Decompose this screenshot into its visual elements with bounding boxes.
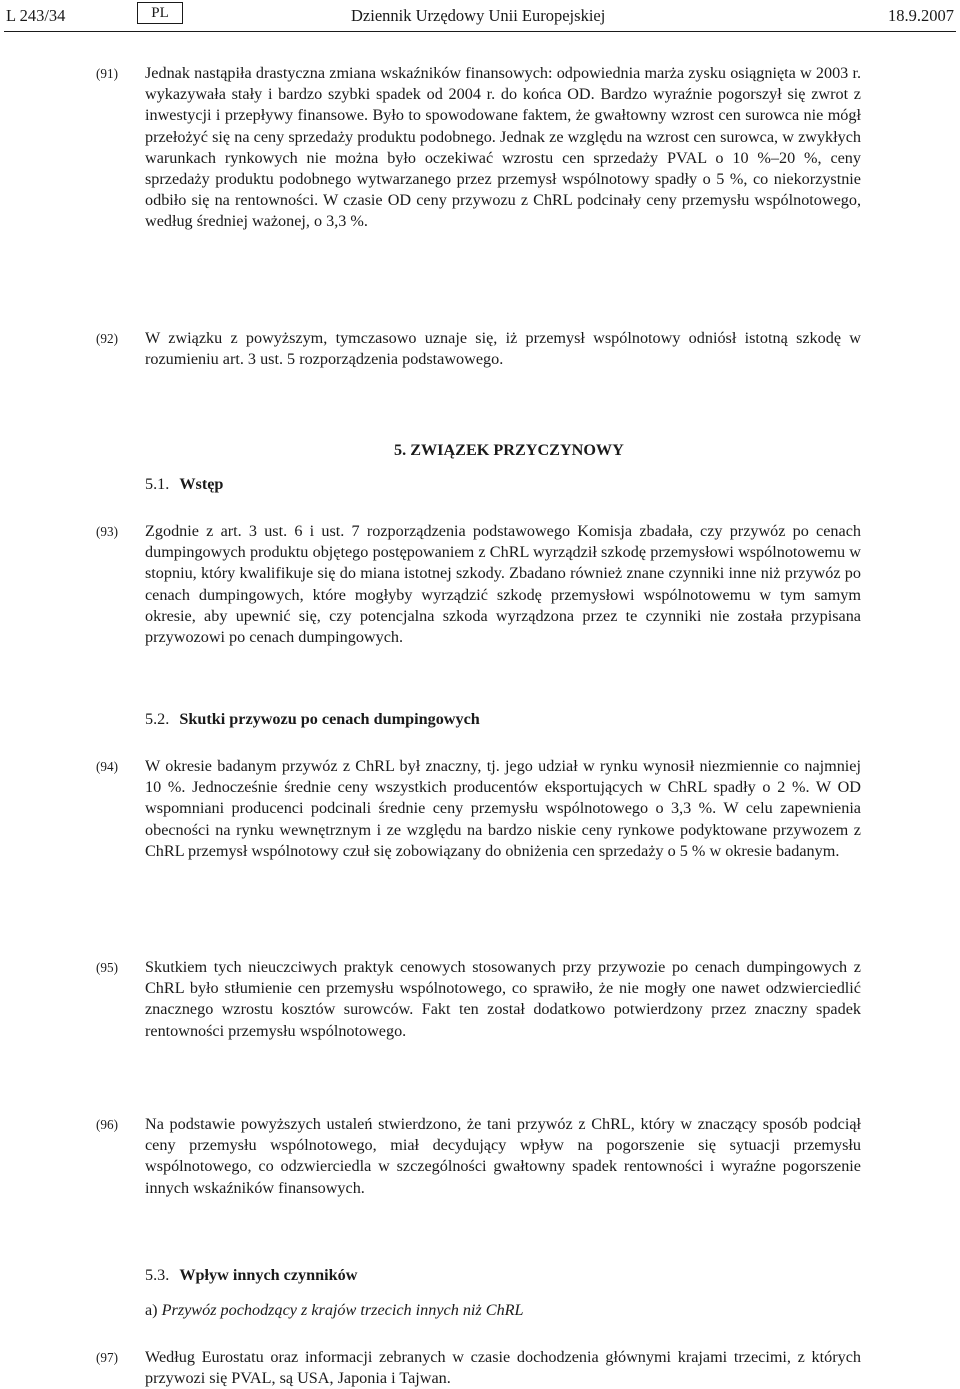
paragraph-number: (94) [96, 759, 118, 774]
paragraph-91: Jednak nastąpiła drastyczna zmiana wskaźników finansowych: odpowiednia marża zysku osiągnięta w 2003 r. wykazywała stały i bardzo szybki spadek od 2004 r. do końca OD. Bardzo wyraźnie pogorszył się zwrot z inwestycji i przepływy finansowe. Było to spowodowane faktem, że gwałtowny wzrost cen surowca nie mógł przełożyć się na ceny sprzedaży produktu podobnego. Jednak ze względu na wzrost cen surowca, w zwykłych warunkach rynkowych nie można było oczekiwać wzrostu cen sprzedaży PVAL o 10 %–20 %, ceny sprzedaży produktu podobnego wytwarzanego przez przemysł wspólnotowy spadły o 5 %, co niekorzystnie odbiło się na rentowności. W czasie OD ceny przywozu z ChRL podcinały ceny przemysłu wspólnotowego, według średniej ważonej, o 3,3 %. [145, 64, 861, 231]
sub-heading-a [145, 1301, 524, 1320]
page-number: L 243/34 [6, 6, 66, 25]
sub-heading-title: Przywóz pochodzący z krajów trzecich innych niż ChRL [161, 1301, 524, 1319]
paragraph-number: (95) [96, 960, 118, 975]
paragraph-number: (93) [96, 524, 118, 539]
section-heading [394, 441, 624, 460]
paragraph-93: Zgodnie z art. 3 ust. 6 i ust. 7 rozporządzenia podstawowego Komisja zbadała, czy przywóz po cenach dumpingowych produktu objętego postępowaniem z ChRL wyrządził szkodę przemysłowi wspólnotowemu w stopniu, który kwalifikuje się do miana istotnej szkody. Zbadano również znane czynniki inne niż przywóz po cenach dumpingowych, które mogłyby wyrządzić szkodę przemysłowi wspólnotowemu w tym samym okresie, aby upewnić się, czy potencjalna szkoda wyrządzona przez te czynniki nie została przypisana przywozowi po cenach dumpingowych. [145, 522, 861, 647]
subsection-number: 5.1. [145, 475, 170, 493]
paragraph-number: (97) [96, 1350, 118, 1365]
header-rule [4, 31, 956, 32]
subsection-title: Skutki przywozu po cenach dumpingowych [179, 710, 480, 728]
paragraph-96: Na podstawie powyższych ustaleń stwierdzono, że tani przywóz z ChRL, który w znaczący sposób podciął ceny przemysłu wspólnotowego, miał decydujący wpływ na pogorszenie się sytuacji przemysłu wspólnotowego, co odzwierciedla w szczególności gwałtowny spadek rentowności i wyraźne pogorszenie innych wskaźników finansowych. [145, 1115, 861, 1197]
language-badge: PL [137, 2, 183, 24]
journal-title: Dziennik Urzędowy Unii Europejskiej [351, 6, 606, 25]
sub-heading-label: a) [145, 1301, 158, 1319]
subsection-heading-5-3 [145, 1266, 357, 1285]
paragraph-94: W okresie badanym przywóz z ChRL był znaczny, tj. jego udział w rynku wynosił niezmiennie co najmniej 10 %. Jednocześnie średnie ceny wszystkich producentów eksportujących w ChRL spadły o 2 %. W OD wspomniani producenci podcinali średnie ceny przemysłu wspólnotowego o 3,3 %. W celu zapewnienia obecności na rynku wewnętrznym i ze względu na bardzo niskie ceny rynkowe podyktowane przywozem z ChRL przemysł wspólnotowy czuł się zobowiązany do obniżenia cen sprzedaży o 5 % w okresie badanym. [145, 757, 861, 860]
publication-date: 18.9.2007 [888, 6, 954, 25]
paragraph-92: W związku z powyższym, tymczasowo uznaje się, iż przemysł wspólnotowy odniósł istotną szkodę w rozumieniu art. 3 ust. 5 rozporządzenia podstawowego. [145, 329, 861, 369]
subsection-heading-5-2 [145, 710, 480, 729]
subsection-number: 5.3. [145, 1266, 170, 1284]
paragraph-97: Według Eurostatu oraz informacji zebranych w czasie dochodzenia głównymi krajami trzecimi, z których przywozi się PVAL, są USA, Japonia i Tajwan. [145, 1348, 861, 1388]
subsection-number: 5.2. [145, 710, 170, 728]
section-heading-text: 5. ZWIĄZEK PRZYCZYNOWY [394, 441, 624, 459]
subsection-title: Wstęp [179, 475, 224, 493]
subsection-title: Wpływ innych czynników [179, 1266, 358, 1284]
paragraph-number: (92) [96, 331, 118, 346]
paragraph-95: Skutkiem tych nieuczciwych praktyk cenowych stosowanych przy przywozie po cenach dumpingowych z ChRL było stłumienie cen przemysłu wspólnotowego, co sprawiło, że nie mogły one nawet odzwierciedlić znacznego wzrostu kosztów surowców. Fakt ten został dodatkowo potwierdzony przez znaczny spadek rentowności przemysłu wspólnotowego. [145, 958, 861, 1040]
subsection-heading-5-1 [145, 475, 223, 494]
paragraph-number: (96) [96, 1117, 118, 1132]
page-header [0, 0, 960, 32]
paragraph-number: (91) [96, 66, 118, 81]
